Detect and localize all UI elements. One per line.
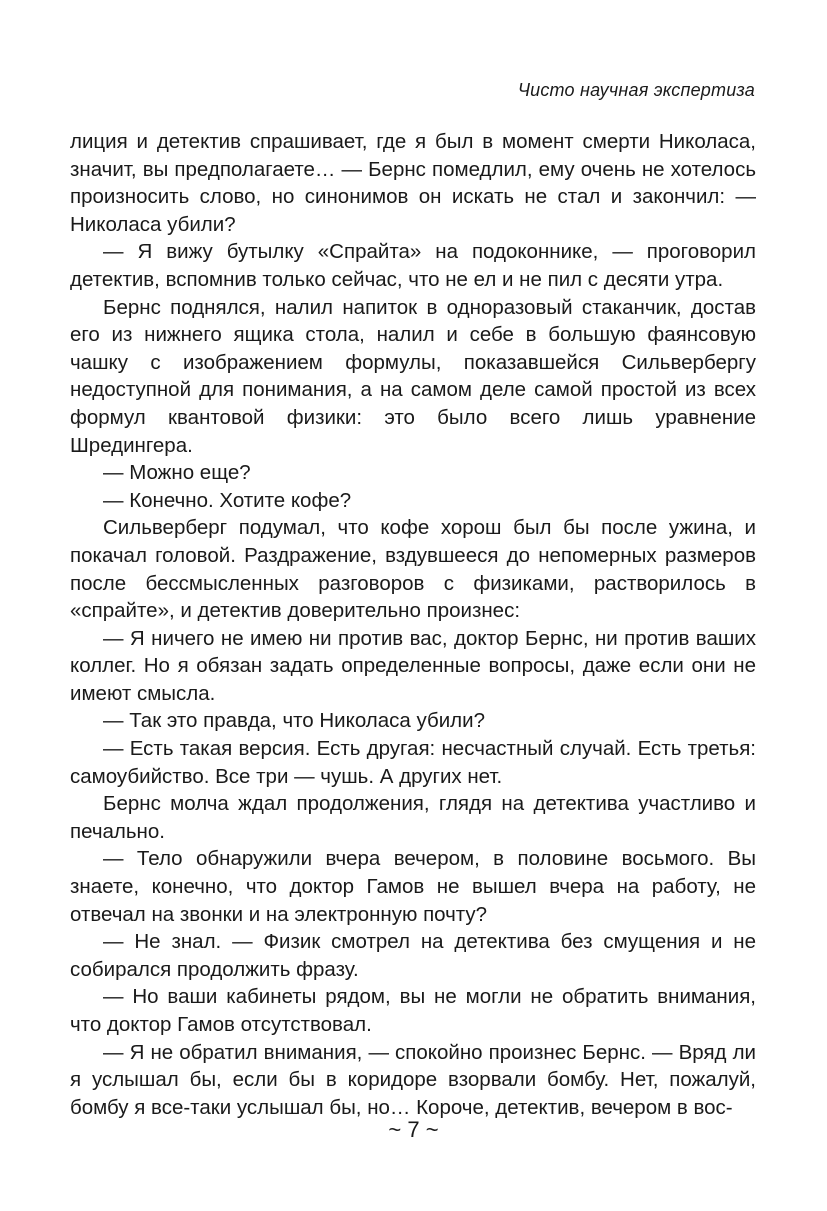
paragraph: — Я вижу бутылку «Спрайта» на подоконнике, — проговорил детектив, вспомнив только сейчас, что не ел и не пил с десяти утра. (70, 240, 756, 291)
paragraph: — Есть такая версия. Есть другая: несчастный случай. Есть третья: самоубийство. Все три — чушь. А других нет. (70, 737, 756, 788)
paragraph: — Я не обратил внимания, — спокойно произнес Бернс. — Вряд ли я услышал бы, если бы в коридоре взорвали бомбу. Нет, пожалуй, бомбу я все-таки услышал бы, но… Короче, детектив, вечером в вос- (70, 1040, 756, 1119)
paragraph: — Не знал. — Физик смотрел на детектива без смущения и не собирался продолжить фразу. (70, 930, 756, 981)
paragraph: Бернс молча ждал продолжения, глядя на детектива участливо и печально. (70, 792, 756, 843)
running-title: Чисто научная экспертиза (517, 80, 755, 100)
body-text (70, 128, 756, 1121)
paragraph: лиция и детектив спрашивает, где я был в момент смерти Николаса, значит, вы предполагаете… — Бернс помедлил, ему очень не хотелось произносить слово, но синонимов он искать не стал и закончил: — Николаса убили? (70, 130, 756, 236)
paragraph: Бернс поднялся, налил напиток в одноразовый стаканчик, достав его из нижнего ящика стола, налил и себе в большую фаянсовую чашку с изображением формулы, показавшейся Сильвербергу недоступной для понимания, а на самом деле самой простой из всех формул квантовой физики: это было всего лишь уравнение Шредингера. (70, 295, 756, 457)
paragraph: Сильверберг подумал, что кофе хорош был бы после ужина, и покачал головой. Раздражение, вздувшееся до непомерных размеров после бессмысленных разговоров с физиками, растворилось в «спрайте», и детектив доверительно произнес: (70, 516, 756, 623)
paragraph: — Можно еще? (103, 461, 251, 485)
page-number: ~ 7 ~ (388, 1117, 439, 1142)
paragraph: — Так это правда, что Николаса убили? (103, 709, 485, 733)
paragraph: — Конечно. Хотите кофе? (103, 488, 352, 512)
paragraph: — Но ваши кабинеты рядом, вы не могли не обратить внимания, что доктор Гамов отсутствовал. (70, 985, 756, 1036)
paragraph: — Тело обнаружили вчера вечером, в половине восьмого. Вы знаете, конечно, что доктор Гамов не вышел вчера на работу, не отвечал на звонки и на электронную почту? (70, 847, 756, 926)
paragraph: — Я ничего не имею ни против вас, доктор Бернс, ни против ваших коллег. Но я обязан задать определенные вопросы, даже если они не имеют смысла. (70, 626, 756, 705)
